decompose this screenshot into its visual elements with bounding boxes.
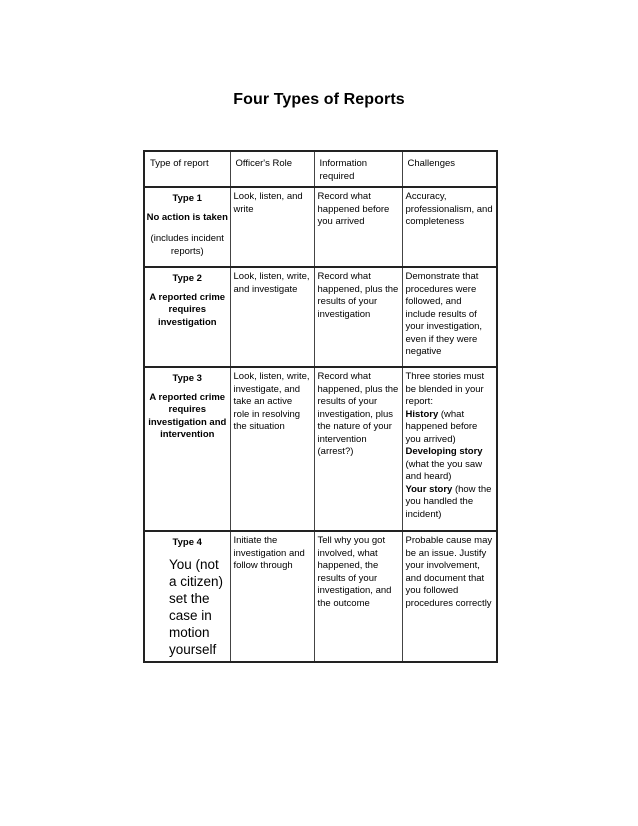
page-title: Four Types of Reports: [233, 91, 405, 108]
developing-story-text: (what the you saw and heard): [405, 458, 483, 482]
officer-role-text: Look, listen, write, investigate, and take an active role in resolving the situation: [233, 371, 310, 432]
type-label: Type 2: [172, 273, 202, 284]
information-text: Tell why you got involved, what happened, the results of your investigation, and the outcome: [317, 535, 392, 609]
challenges-cell: [402, 187, 497, 267]
information-text: Record what happened, plus the results of your investigation, plus the nature of your intervention (arrest?): [317, 371, 399, 457]
officer-role-cell: [230, 531, 314, 662]
officer-role-text: Look, listen, write, and investigate: [233, 271, 310, 295]
type-cell: [144, 367, 230, 531]
type-description: A reported crime requires investigation and intervention: [148, 391, 227, 440]
type-cell: [144, 267, 230, 367]
history-label: History: [405, 408, 439, 420]
type-description: No action is taken: [146, 211, 228, 223]
type-label: Type 1: [172, 193, 202, 204]
table-row: [144, 531, 497, 662]
officer-role-cell: [230, 187, 314, 267]
type-cell: [144, 187, 230, 267]
challenges-cell: [402, 367, 497, 531]
challenges-intro: Three stories must be blended in your report:: [405, 371, 485, 407]
information-text: Record what happened before you arrived: [317, 191, 390, 227]
header-cell: [402, 151, 497, 187]
type-description: You (not a citizen) set the case in motion yourself: [169, 556, 224, 657]
header-cell: [230, 151, 314, 187]
type-label: Type 4: [172, 537, 202, 548]
header-cell: [144, 151, 230, 187]
challenges-developing: [406, 446, 494, 484]
header-challenges: Challenges: [407, 158, 456, 169]
information-cell: [314, 367, 402, 531]
developing-story-label: Developing story: [405, 446, 483, 457]
officer-role-text: Look, listen, and write: [233, 191, 303, 215]
header-type-of-report: Type of report: [150, 158, 209, 169]
officer-role-text: Initiate the investigation and follow through: [233, 535, 305, 571]
information-cell: [314, 531, 402, 662]
your-story-text: (how the you handled the incident): [405, 483, 492, 520]
officer-role-cell: [230, 367, 314, 531]
type-description: A reported crime requires investigation: [149, 291, 226, 328]
type-note: (includes incident reports): [150, 233, 224, 257]
header-information-required: Information required: [319, 158, 368, 182]
table-header-row: [144, 151, 497, 187]
challenges-text: Demonstrate that procedures were followed, and include results of your investigation, even if they were negative: [405, 271, 483, 357]
information-cell: [314, 267, 402, 367]
information-cell: [314, 187, 402, 267]
history-text: (what happened before you arrived): [405, 408, 478, 445]
header-officers-role: Officer's Role: [235, 158, 293, 169]
table-row: [144, 267, 497, 367]
reports-table: [143, 150, 498, 663]
challenges-cell: [402, 531, 497, 662]
header-cell: [314, 151, 402, 187]
challenges-cell: [402, 267, 497, 367]
challenges-text: Probable cause may be an issue. Justify your involvement, and document that you followed procedures correctly: [405, 535, 493, 609]
table-row: [144, 187, 497, 267]
challenges-your-story: [406, 484, 494, 522]
your-story-label: Your story: [405, 483, 453, 495]
table-row: [144, 367, 497, 531]
challenges-history: [406, 409, 494, 447]
type-cell: [144, 531, 230, 662]
information-text: Record what happened, plus the results of your investigation: [317, 271, 399, 320]
type-label: Type 3: [172, 373, 202, 384]
challenges-text: Accuracy, professionalism, and completeness: [405, 191, 493, 227]
officer-role-cell: [230, 267, 314, 367]
